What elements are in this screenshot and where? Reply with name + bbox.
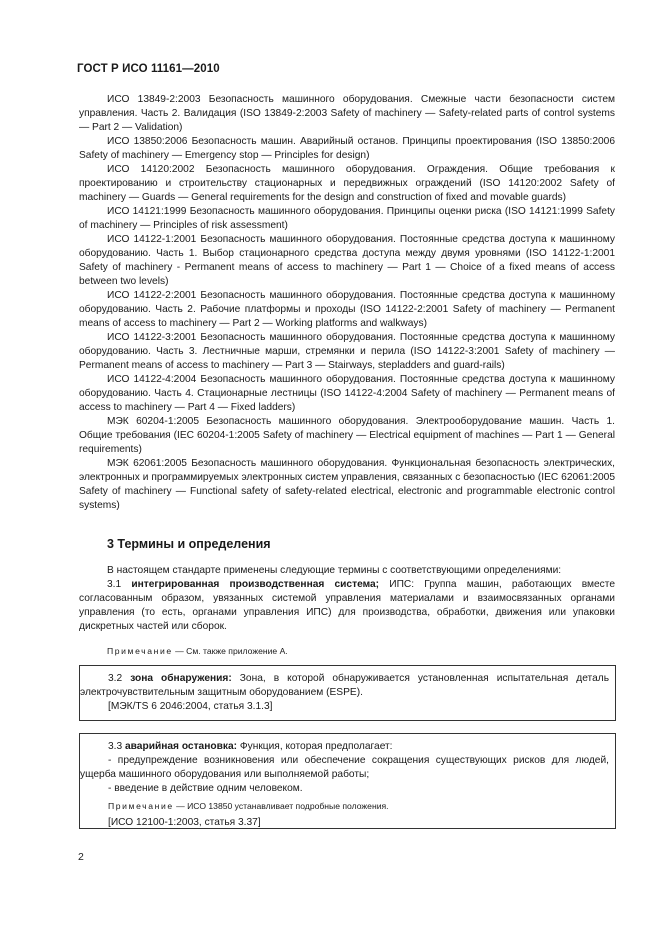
term-label: интегрированная производственная система; (131, 579, 380, 590)
reference-item: ИСО 13849-2:2003 Безопасность машинного оборудования. Смежные части безопасности систем управления. Часть 2. Валидация (ISO 13849-2:2003 Safety of machinery — Safety-related parts of control systems — Part 2 — Validation) (79, 94, 615, 133)
note-label: Примечание (108, 801, 174, 811)
reference-item: ИСО 14120:2002 Безопасность машинного оборудования. Ограждения. Общие требования к проектированию и строительству стационарных и передвижных ограждений (ISO 14120:2002 Safety of machinery — Guards — General requirements for the design and construction of fixed and movable guards) (79, 164, 615, 203)
note-3-1 (79, 645, 615, 657)
reference-item: ИСО 14122-1:2001 Безопасность машинного оборудования. Постоянные средства доступа к машинному оборудованию. Часть 1. Выбор стационарного средства доступа между двумя уровнями (ISO 14122-1:2001 Safety of machinery - Permanent means of access to machinery — Part 1 — Choice of a fixed means of access between two levels) (79, 234, 615, 287)
term-label: аварийная остановка: (125, 741, 238, 752)
section-title: 3 Термины и определения (107, 537, 271, 551)
reference-item: ИСО 14122-3:2001 Безопасность машинного оборудования. Постоянные средства доступа к машинному оборудованию. Часть 3. Лестничные марши, стремянки и перила (ISO 14122-3:2001 Safety of machinery — Permanent means of access to machinery — Part 3 — Stairways, stepladders and guard-rails) (79, 332, 615, 371)
page-number: 2 (78, 851, 84, 863)
section-intro-block (79, 564, 615, 634)
term-definition: Зона, в которой обнаруживается установленная испытательная деталь электрочувствительным защитным оборудованием (ESPE). (80, 673, 609, 698)
note-label: Примечание (107, 646, 173, 656)
reference-item: ИСО 13850:2006 Безопасность машин. Аварийный останов. Принципы проектирования (ISO 13850:2006 Safety of machinery — Emergency stop — Principles for design) (79, 136, 615, 161)
term-label: зона обнаружения: (130, 673, 232, 684)
term-reference: [ИСО 12100-1:2003, статья 3.37] (108, 817, 261, 828)
bullet-item: - введение в действие одним человеком. (108, 783, 303, 794)
note-3-3 (80, 800, 609, 812)
reference-item: МЭК 60204-1:2005 Безопасность машинного оборудования. Электрооборудование машин. Часть 1. Общие требования (IEC 60204-1:2005 Safety of machinery — Electrical equipment of machines — Part 1 — General requirements) (79, 416, 615, 455)
term-3-1 (79, 578, 615, 634)
reference-item: ИСО 14121:1999 Безопасность машинного оборудования. Принципы оценки риска (ISO 14121:1999 Safety of machinery — Principles of risk assessment) (79, 206, 615, 231)
term-definition: ИПС: Группа машин, работающих вместе согласованным образом, увязанных системой управления материалами и взаимосвязанных органами управления (то есть, органами управления ИПС) для производства, обработки, движения или упаковки дискретных частей или сборок. (79, 579, 615, 632)
reference-item: МЭК 62061:2005 Безопасность машинного оборудования. Функциональная безопасность электрических, электронных и программируемых электронных систем управления, связанных с безопасностью (IEC 62061:2005 Safety of machinery — Functional safety of safety-related electrical, electronic and programmable electronic control systems) (79, 458, 615, 511)
normative-references-list (79, 93, 615, 513)
reference-item: ИСО 14122-2:2001 Безопасность машинного оборудования. Постоянные средства доступа к машинному оборудованию. Часть 2. Рабочие платформы и проходы (ISO 14122-2:2001 Safety of machinery — Permanent means of access to machinery — Part 2 — Working platforms and walkways) (79, 290, 615, 329)
bullet-item: - предупреждение возникновения или обеспечение сокращения существующих рисков для людей, ущерба машинного оборудования или выполняемой работы; (80, 755, 609, 780)
document-header: ГОСТ Р ИСО 11161—2010 (77, 63, 220, 75)
note-text: — ИСО 13850 устанавливает подробные положения. (173, 801, 389, 811)
term-3-2-box (79, 665, 616, 721)
section-intro: В настоящем стандарте применены следующие термины с соответствующими определениями: (107, 565, 562, 576)
term-number: 3.2 (108, 673, 123, 684)
term-number: 3.1 (107, 579, 122, 590)
term-definition: Функция, которая предполагает: (237, 741, 393, 752)
term-3-2 (80, 672, 609, 700)
term-3-3 (80, 740, 609, 754)
term-number: 3.3 (108, 741, 123, 752)
note-text: — См. также приложение А. (172, 646, 288, 656)
reference-item: ИСО 14122-4:2004 Безопасность машинного оборудования. Постоянные средства доступа к машинному оборудованию. Часть 4. Стационарные лестницы (ISO 14122-4:2004 Safety of machinery — Permanent means of access to machinery — Part 4 — Fixed ladders) (79, 374, 615, 413)
term-3-3-box (79, 733, 616, 829)
term-reference: [МЭК/TS 6 2046:2004, статья 3.1.3] (108, 701, 273, 712)
